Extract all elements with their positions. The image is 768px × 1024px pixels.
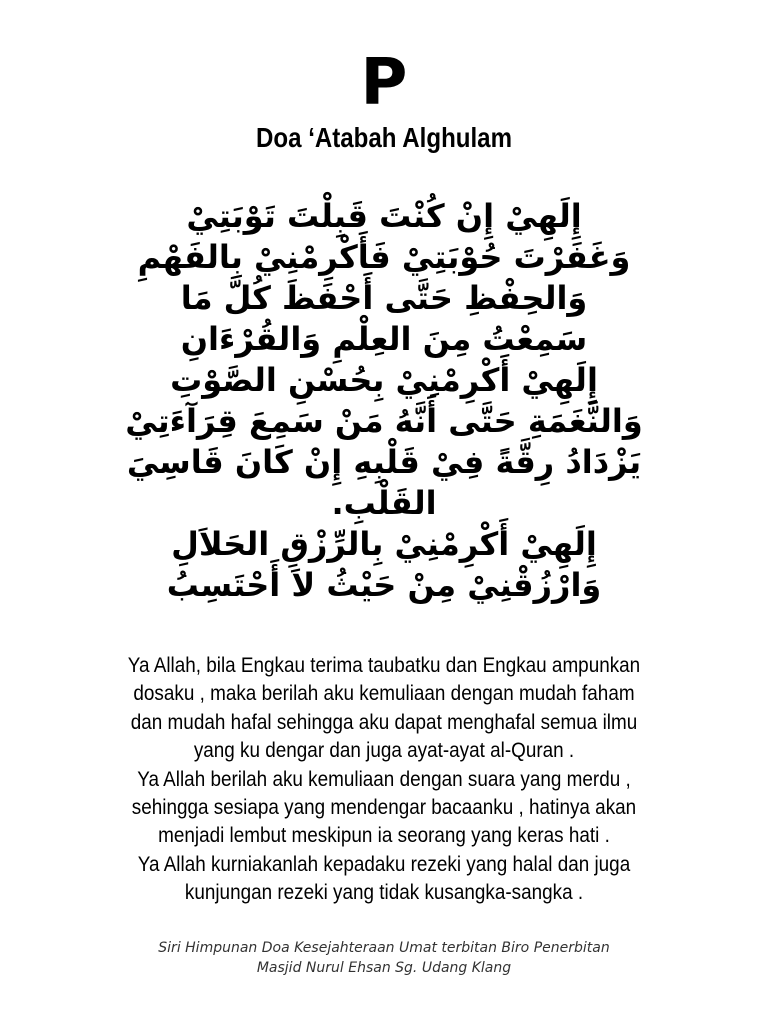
translation-line: dan mudah hafal sehingga aku dapat menghafal semua ilmu: [130, 710, 638, 734]
arabic-line: إِلَهِيْ إِنْ كُنْتَ قَبِلْتَ تَوْبَتِيْ: [186, 197, 582, 235]
translation-line: kunjungan rezeki yang tidak kusangka-sangka .: [184, 881, 584, 905]
footer-line: Masjid Nurul Ehsan Sg. Udang Klang: [256, 960, 512, 976]
translation-line: Ya Allah, bila Engkau terima taubatku dan Engkau ampunkan: [127, 654, 641, 677]
arabic-line: إِلَهِيْ أَكْرِمْنِيْ بِحُسْنِ الصَّوْتِ: [170, 361, 598, 399]
section-letter: P: [360, 46, 408, 120]
arabic-text-block: [20, 196, 748, 606]
publisher-footer: [20, 938, 748, 978]
arabic-line: إِلَهِيْ أَكْرِمْنِيْ بِالرِّزْقِ الحَلاَلِ: [171, 525, 597, 563]
translation-line: Ya Allah berilah aku kemuliaan dengan suara yang merdu ,: [137, 767, 631, 791]
translation-line: yang ku dengar dan juga ayat-ayat al-Quran .: [193, 739, 575, 763]
arabic-line: وَارْزُقْنِيْ مِنْ حَيْثُ لاَ أَحْتَسِبُ: [166, 566, 602, 604]
arabic-line: يَزْدَادُ رِقَّةً فِيْ قَلْبِهِ إِنْ كَانَ قَاسِيَ: [126, 443, 642, 481]
translation-line: Ya Allah kurniakanlah kepadaku rezeki yang halal dan juga: [137, 852, 631, 876]
translation-line: sehingga sesiapa yang mendengar bacaanku , hatinya akan: [131, 796, 637, 820]
translation-line: dosaku , maka berilah aku kemuliaan dengan mudah faham: [133, 682, 635, 706]
footer-line: Siri Himpunan Doa Kesejahteraan Umat terbitan Biro Penerbitan: [158, 940, 610, 956]
doa-title: Doa ‘Atabah Alghulam: [256, 122, 512, 153]
arabic-line: وَالحِفْظِ حَتَّى أَحْفَظَ كُلَّ مَا: [180, 279, 588, 317]
arabic-line: سَمِعْتُ مِنَ العِلْمِ وَالقُرْءَانِ: [180, 320, 588, 358]
arabic-line: وَغَفَرْتَ حُوْبَتِيْ فَأَكْرِمْنِيْ بِالفَهْمِ: [137, 238, 631, 276]
arabic-line: وَالنَّغَمَةِ حَتَّى أَنَّهُ مَنْ سَمِعَ قِرَآءَتِيْ: [125, 402, 643, 440]
translation-line: menjadi lembut meskipun ia seorang yang keras hati .: [158, 824, 610, 848]
translation-text-block: [20, 652, 748, 908]
arabic-line: القَلْبِ.: [331, 484, 437, 522]
